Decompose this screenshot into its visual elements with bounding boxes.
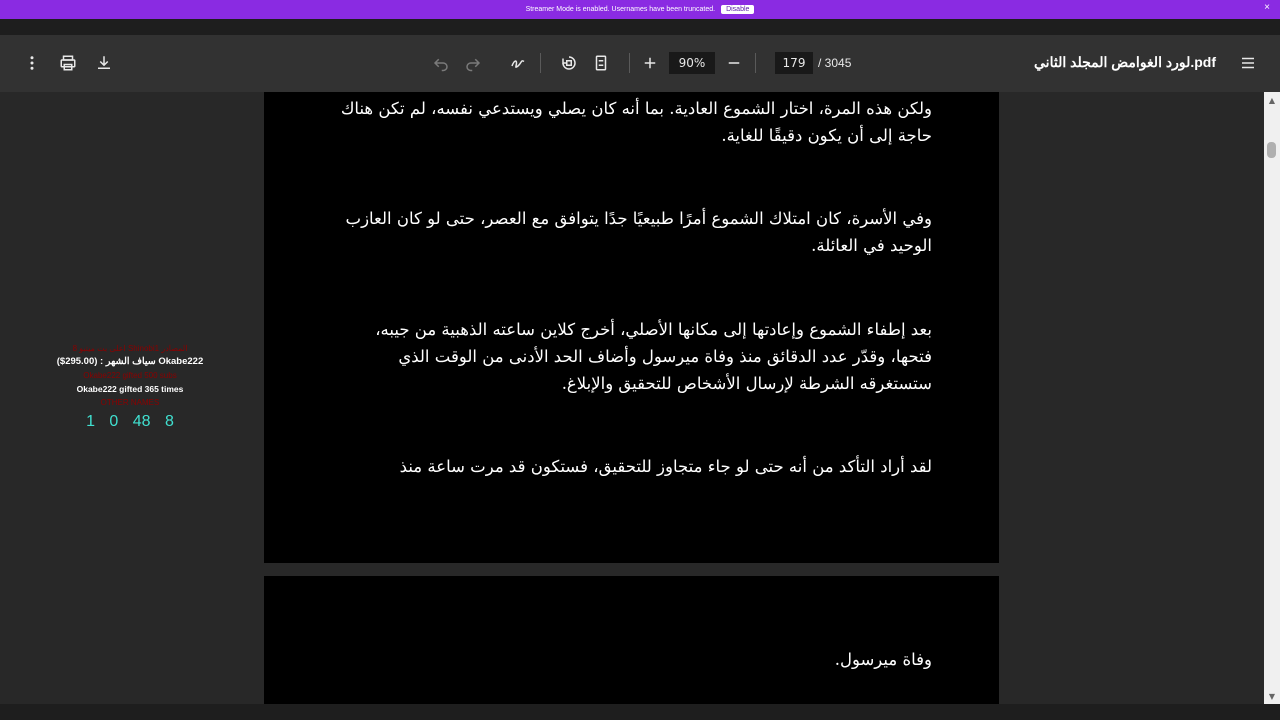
banner-text: Streamer Mode is enabled. Usernames have been truncated.	[525, 6, 716, 13]
disable-button[interactable]: Disable	[721, 5, 754, 14]
page-paragraph: بعد إطفاء الشموع وإعادتها إلى مكانها الأصلي، أخرج كلاين ساعته الذهبية من جيبه، فتحها، وقدّر عدد الدقائق منذ وفاة ميرسول وأضاف الحد الأدنى من الوقت الذي ستستغرقه الشرطة لإرسال الأشخاص للتحقيق والإبلاغ.	[375, 320, 932, 393]
page-paragraph: وفاة ميرسول.	[834, 650, 932, 669]
zoom-out-icon[interactable]	[722, 51, 746, 75]
zoom-level-input[interactable]: 90%	[669, 52, 715, 74]
toolbar-divider	[629, 53, 630, 73]
overlay-line: Okabe222 gifted 365 times	[76, 384, 184, 394]
rotate-icon[interactable]	[557, 51, 581, 75]
redo-icon[interactable]	[461, 51, 485, 75]
overlay-line: 8 اعلى بت ميتبو Shinobi1 المصادر	[72, 344, 188, 353]
stream-overlay	[0, 342, 260, 431]
overlay-line: سياف الشهر : (295.00$) Okabe222	[56, 356, 204, 367]
toolbar-divider	[540, 53, 541, 73]
bottom-bar	[0, 704, 1280, 720]
page-total: / 3045	[818, 56, 852, 70]
page-number-input[interactable]: 179	[775, 52, 813, 74]
scroll-up-icon[interactable]: ▲	[1268, 95, 1276, 105]
document-title: لورد الغوامض المجلد الثاني.pdf	[1034, 54, 1216, 70]
annotate-icon[interactable]	[506, 51, 530, 75]
streamer-mode-banner	[0, 0, 1280, 19]
fit-page-icon[interactable]	[589, 51, 613, 75]
menu-icon[interactable]	[1236, 51, 1260, 75]
overlay-line: Okabe222 gifted 500 subs	[83, 371, 177, 380]
overlay-line: OTHER NAMES	[100, 398, 160, 407]
scroll-down-icon[interactable]: ▼	[1268, 691, 1276, 701]
zoom-in-icon[interactable]	[638, 51, 662, 75]
page-paragraph: لقد أراد التأكد من أنه حتى لو جاء متجاوز للتحقيق، فستكون قد مرت ساعة منذ	[399, 457, 932, 476]
download-icon[interactable]	[92, 51, 116, 75]
pdf-page	[264, 92, 999, 563]
pdf-viewer[interactable]	[0, 92, 1264, 704]
scrollbar-thumb[interactable]	[1267, 142, 1276, 158]
more-vert-icon[interactable]	[20, 51, 44, 75]
top-strip	[0, 19, 1280, 35]
print-icon[interactable]	[56, 51, 80, 75]
page-paragraph: ولكن هذه المرة، اختار الشموع العادية. بما أنه كان يصلي ويستدعي نفسه، لم تكن هناك حاجة إلى أن يكون دقيقًا للغاية.	[340, 99, 932, 145]
page-paragraph: وفي الأسرة، كان امتلاك الشموع أمرًا طبيعيًا جدًا يتوافق مع العصر، حتى لو كان العازب الوحيد في العائلة.	[345, 209, 932, 255]
banner-close-icon[interactable]: ×	[1264, 2, 1270, 13]
toolbar-divider	[755, 53, 756, 73]
overlay-timer: 1 0 48 8	[86, 413, 174, 430]
pdf-page	[264, 576, 999, 704]
pdf-toolbar	[0, 35, 1280, 92]
undo-icon[interactable]	[429, 51, 453, 75]
vertical-scrollbar[interactable]	[1264, 92, 1280, 704]
